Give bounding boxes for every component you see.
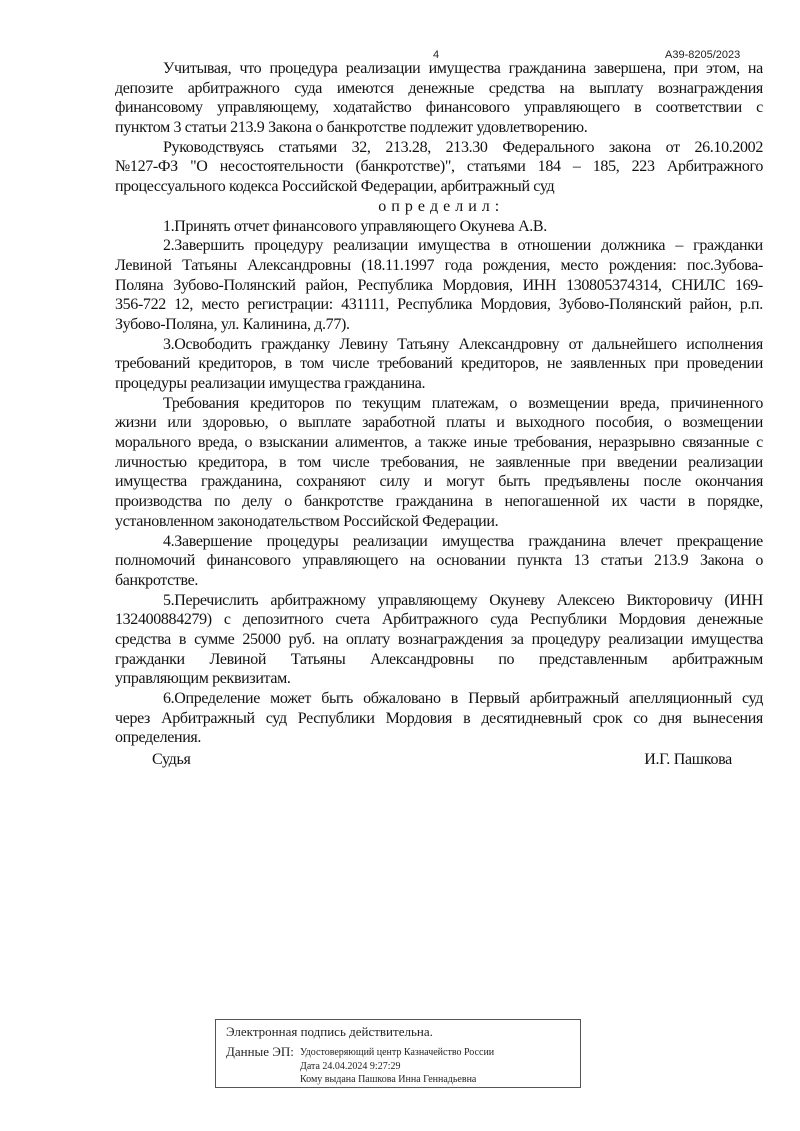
word: выплату (589, 79, 644, 97)
word: Республики (529, 611, 607, 629)
word: Викторовичу (626, 591, 713, 609)
word: район, (689, 296, 732, 314)
word: Поляна (115, 276, 164, 294)
word: в (284, 355, 292, 373)
word: арбитражному (270, 591, 366, 609)
word: денежные (408, 79, 474, 97)
word: управляющему, (217, 99, 319, 117)
word: влечет (620, 532, 663, 550)
word: средства (488, 79, 545, 97)
word: имущества (441, 532, 514, 550)
word: Мордовия, (480, 296, 551, 314)
word: арбитражный (529, 690, 619, 707)
text-line (115, 157, 763, 177)
word: вознаграждения (397, 630, 503, 648)
word: при (673, 60, 698, 77)
word: 5.Перечислить (163, 591, 259, 609)
word: в (463, 709, 471, 727)
text-line: управляющим реквизитам. (115, 670, 291, 688)
word: в (634, 99, 642, 117)
word: Левину (339, 335, 388, 353)
esig-date: Дата 24.04.2024 9:27:29 (300, 1060, 401, 1072)
word: (банкротстве)", (355, 158, 455, 176)
word: в (279, 453, 287, 471)
word: регистрации: (247, 296, 333, 314)
word: заработной (362, 414, 436, 432)
word: морального (115, 434, 191, 452)
word: несостоятельности (219, 158, 344, 176)
word: управляющему (377, 591, 478, 609)
word: гражданина (528, 532, 606, 550)
word: числе (332, 453, 370, 471)
word: о (284, 493, 292, 511)
word: заявленные (495, 453, 571, 471)
word: Мордовия (618, 611, 686, 629)
word: имущества (418, 237, 491, 255)
word: Первый (468, 690, 520, 707)
word: вознаграждения (657, 79, 763, 97)
word: Мордовия (385, 709, 453, 727)
esig-issued-to: Кому выдана Пашкова Инна Геннадьевна (300, 1074, 477, 1085)
word: Левиной (115, 256, 172, 274)
word: финансового (206, 552, 291, 570)
text-line (115, 591, 763, 611)
word: причиненного (670, 394, 763, 412)
word: текущим (362, 394, 421, 412)
word: на (559, 79, 575, 97)
word: руб. (288, 630, 315, 648)
word: этом, (706, 60, 740, 77)
word: полномочий (115, 552, 195, 570)
judge-role: Судья (152, 751, 191, 768)
word: денежные (697, 611, 763, 629)
word: со (633, 709, 648, 727)
word: имущества (428, 60, 501, 77)
page-number: 4 (433, 49, 440, 61)
word: завершена, (594, 60, 666, 77)
word: статьи (600, 552, 643, 570)
text-line (115, 79, 763, 99)
text-line (115, 709, 763, 729)
word: могут (446, 473, 485, 491)
word: или (167, 414, 192, 432)
word: порядке, (707, 493, 763, 511)
text-line (115, 610, 763, 630)
text-line: банкротстве. (115, 571, 199, 589)
word: сумме (194, 630, 235, 648)
text-line: определения. (115, 729, 202, 747)
text-line (115, 59, 763, 79)
word: с (756, 434, 763, 452)
word: Требования (163, 394, 239, 412)
word: Арбитражного (666, 158, 763, 176)
word: требования, (380, 453, 459, 471)
word: – (572, 158, 581, 176)
word: Арбитражный (161, 709, 255, 727)
word: депозите (115, 79, 173, 97)
judge-name: И.Г. Пашкова (644, 751, 732, 768)
word: может (270, 690, 312, 707)
word: 6.Определение (163, 690, 261, 707)
ruling-text (115, 59, 763, 748)
word: Алексею (556, 591, 615, 609)
word: том (300, 355, 324, 373)
word: платы (446, 414, 486, 432)
word: 13 (573, 552, 589, 570)
text-line (115, 433, 763, 453)
judge-signature-row (152, 751, 732, 769)
word: Зубово-Полянский (558, 296, 682, 314)
word: на (322, 630, 338, 648)
case-number: А39-8205/2023 (665, 49, 741, 61)
word: ИНН (522, 276, 557, 294)
text-line (115, 394, 763, 414)
word: заявленных (570, 355, 646, 373)
word: статьями (278, 138, 337, 156)
word: за (510, 630, 524, 648)
word: гражданина, (201, 473, 282, 491)
word: а (414, 434, 422, 452)
word: арбитражного (187, 79, 280, 97)
word: счета (335, 611, 370, 629)
word: кредиторов, (198, 355, 277, 373)
word: по (214, 493, 230, 511)
text-line (115, 256, 763, 276)
text-line: 1.Принять отчет финансового управляющего Окунева А.В. (163, 217, 547, 235)
word: что (239, 60, 262, 77)
word: Закона (699, 552, 744, 570)
word: дня (658, 709, 682, 727)
word: после (643, 473, 681, 491)
word: Александровну (458, 335, 560, 353)
word: о (244, 434, 253, 452)
word: о (663, 414, 672, 432)
word: требований (115, 355, 191, 373)
word: прекращение (676, 532, 763, 550)
text-line (115, 354, 763, 374)
word: проведении (686, 355, 763, 373)
word: реализации (688, 453, 763, 471)
text-line (115, 689, 763, 709)
word: Левиной (209, 650, 267, 668)
word: суд (265, 709, 287, 727)
word: место (201, 296, 240, 314)
word: процедуру (254, 237, 324, 255)
word: Республика (357, 276, 433, 294)
word: (18.11.1997 (361, 256, 435, 274)
text-line (115, 98, 763, 118)
esig-issuer: Удостоверяющий центр Казначейство России (300, 1047, 495, 1058)
word: сохраняют (296, 473, 366, 491)
word: от (568, 335, 583, 353)
word: 356-722 (115, 296, 166, 314)
word: 25000 (242, 630, 281, 648)
word: по (335, 394, 352, 412)
word: реализации (345, 60, 421, 77)
word: реализации (608, 630, 684, 648)
esig-status: Электронная подпись действительна. (226, 1024, 433, 1039)
word: гражданина (508, 60, 586, 77)
word: апелляционный (628, 690, 732, 707)
word: Зубово-Полянский (173, 276, 296, 294)
word: имущества (691, 630, 763, 648)
word: Республика (397, 296, 473, 314)
word: алиментов, (335, 434, 408, 452)
word: непогашенной (504, 493, 600, 511)
word: не (547, 355, 562, 373)
text-line (115, 236, 763, 256)
word: суд (742, 690, 763, 707)
word: 213.28, (385, 138, 431, 156)
word: в (687, 493, 695, 511)
word: дальнейшего (592, 335, 677, 353)
word: 2.Завершить (163, 237, 245, 255)
word: процедура (269, 60, 338, 77)
word: быть (498, 473, 531, 491)
word: от (665, 138, 680, 156)
word: здоровью, (202, 414, 269, 432)
word: управляющего (302, 552, 399, 570)
word: процедуры (266, 532, 339, 550)
text-line (115, 630, 763, 650)
word: Татьяны (290, 650, 346, 668)
word: возмещении (682, 414, 763, 432)
word: десятидневный (481, 709, 582, 727)
word: 130805374314, (566, 276, 662, 294)
word: через (115, 709, 151, 727)
word: – (675, 237, 683, 255)
word: суда (294, 79, 323, 97)
word: в (500, 237, 508, 255)
word: силу (379, 473, 410, 491)
word: также (428, 434, 467, 452)
word: по (498, 650, 515, 668)
word: Республики (297, 709, 375, 727)
text-line: установленном законодательством Российской Федерации. (115, 512, 499, 530)
word: производства (115, 493, 202, 511)
word: связанные (682, 434, 750, 452)
word: Татьяну (397, 335, 450, 353)
text-line (115, 492, 763, 512)
word: личностью (115, 453, 187, 471)
word: 169- (734, 276, 763, 294)
word: банкротстве (304, 493, 384, 511)
word: выходного (515, 414, 585, 432)
word: место (560, 256, 599, 274)
text-line (115, 413, 763, 433)
word: Арбитражного (381, 611, 479, 629)
word: кредиторов (250, 394, 325, 412)
word: суда (490, 611, 518, 629)
word: гражданку (261, 335, 330, 353)
word: 26.10.2002 (694, 138, 763, 156)
word: вынесения (692, 709, 763, 727)
word: вреда, (197, 434, 238, 452)
word: возмещении (528, 394, 609, 412)
text-line (115, 276, 763, 296)
text-line (115, 532, 763, 552)
word: пункта (517, 552, 562, 570)
word: иные (473, 434, 508, 452)
word: 213.9 (654, 552, 689, 570)
word: Александровны (370, 650, 474, 668)
word: выплате (297, 414, 352, 432)
word: быть (321, 690, 353, 707)
word: №127-ФЗ (115, 158, 178, 176)
word: средства (115, 630, 171, 648)
word: Татьяны (182, 256, 237, 274)
text-line (115, 472, 763, 492)
word: при (654, 355, 679, 373)
word: рождения: (608, 256, 677, 274)
word: р.п. (739, 296, 763, 314)
word: 185, (592, 158, 620, 176)
word: требований (377, 355, 453, 373)
word: (ИНН (724, 591, 763, 609)
word: статьями (466, 158, 526, 176)
esig-details (300, 1046, 494, 1087)
word: оплату (345, 630, 390, 648)
word: гражданки (115, 650, 185, 668)
word: платежам, (431, 394, 499, 412)
word: Окуневу (489, 591, 545, 609)
word: имущества (115, 473, 187, 491)
word: финансового (425, 99, 510, 117)
word: Руководствуясь (163, 138, 264, 156)
word: процедуру (531, 630, 601, 648)
word: о (755, 552, 763, 570)
word: 223 (631, 158, 655, 176)
word: депозитного (242, 611, 324, 629)
word: неразрывно (598, 434, 676, 452)
word: обжаловано (363, 690, 441, 707)
word: 12, (174, 296, 194, 314)
word: взыскании (259, 434, 329, 452)
word: и (496, 414, 505, 432)
word: в (450, 690, 458, 707)
text-line (115, 335, 763, 355)
word: 32, (351, 138, 371, 156)
word: вреда, (619, 394, 660, 412)
word: ходатайство (333, 99, 412, 117)
word: кредитора, (198, 453, 268, 471)
word: "О (190, 158, 208, 176)
word: соответствии (655, 99, 742, 117)
word: делу (242, 493, 272, 511)
word: введении (616, 453, 677, 471)
word: пос.Зубова- (687, 256, 763, 274)
word: и (423, 473, 433, 491)
word: года (444, 256, 473, 274)
word: гражданки (693, 237, 763, 255)
word: должника (601, 237, 666, 255)
word: на (747, 60, 763, 77)
word: том (297, 453, 322, 471)
word: управляющего (524, 99, 620, 117)
word: Мордовия, (442, 276, 513, 294)
text-line (115, 453, 763, 473)
word: пособия, (595, 414, 653, 432)
word: о (279, 414, 287, 432)
electronic-signature-stamp (215, 1019, 581, 1088)
word: гражданина (395, 493, 473, 511)
word: не (469, 453, 485, 471)
word: рождения, (482, 256, 550, 274)
word: финансовому (115, 99, 203, 117)
word: основании (436, 552, 506, 570)
word: в (178, 630, 187, 648)
word: 132400884279) (115, 611, 212, 629)
word: Учитывая, (163, 60, 232, 77)
word: их (611, 493, 628, 511)
word: Федерального (502, 138, 595, 156)
word: кредиторов, (460, 355, 539, 373)
word: жизни (115, 414, 157, 432)
word: представленным (538, 650, 648, 668)
word: о (509, 394, 518, 412)
text-line: процедуры реализации имущества гражданина. (115, 375, 426, 392)
word: имеются (336, 79, 394, 97)
text-line (115, 650, 763, 670)
word: части (639, 493, 676, 511)
word: 213.30 (445, 138, 488, 156)
word: окончания (694, 473, 763, 491)
text-line (115, 551, 763, 571)
word: СНИЛС (671, 276, 726, 294)
text-line (115, 295, 763, 315)
word: арбитражным (672, 650, 763, 668)
esig-data-label: Данные ЭП: (226, 1044, 294, 1059)
word: срок (592, 709, 623, 727)
text-line: процессуального кодекса Российской Федерации, арбитражный суд (115, 178, 555, 196)
word: с (223, 611, 231, 629)
word: на (409, 552, 425, 570)
word: числе (332, 355, 370, 373)
word: район, (305, 276, 348, 294)
word: 431111, (341, 296, 389, 314)
word: исполнения (686, 335, 763, 353)
word: требования, (514, 434, 592, 452)
word: предъявлены (544, 473, 630, 491)
word: с (756, 99, 763, 117)
word: 184 (537, 158, 561, 176)
word: отношении (517, 237, 591, 255)
word: 3.Освободить (163, 335, 252, 353)
text-line: пунктом 3 статьи 213.9 Закона о банкротстве подлежит удовлетворению. (115, 119, 588, 137)
word: 4.Завершение (163, 532, 253, 550)
text-line: Зубово-Поляна, ул. Калинина, д.77). (115, 315, 350, 333)
word: при (581, 453, 606, 471)
word: в (485, 493, 493, 511)
word: Александровны (247, 256, 351, 274)
operative-heading: о п р е д е л и л : (378, 197, 500, 215)
text-line (115, 138, 763, 158)
word: реализации (352, 532, 428, 550)
word: реализации (333, 237, 408, 255)
word: закона (608, 138, 651, 156)
